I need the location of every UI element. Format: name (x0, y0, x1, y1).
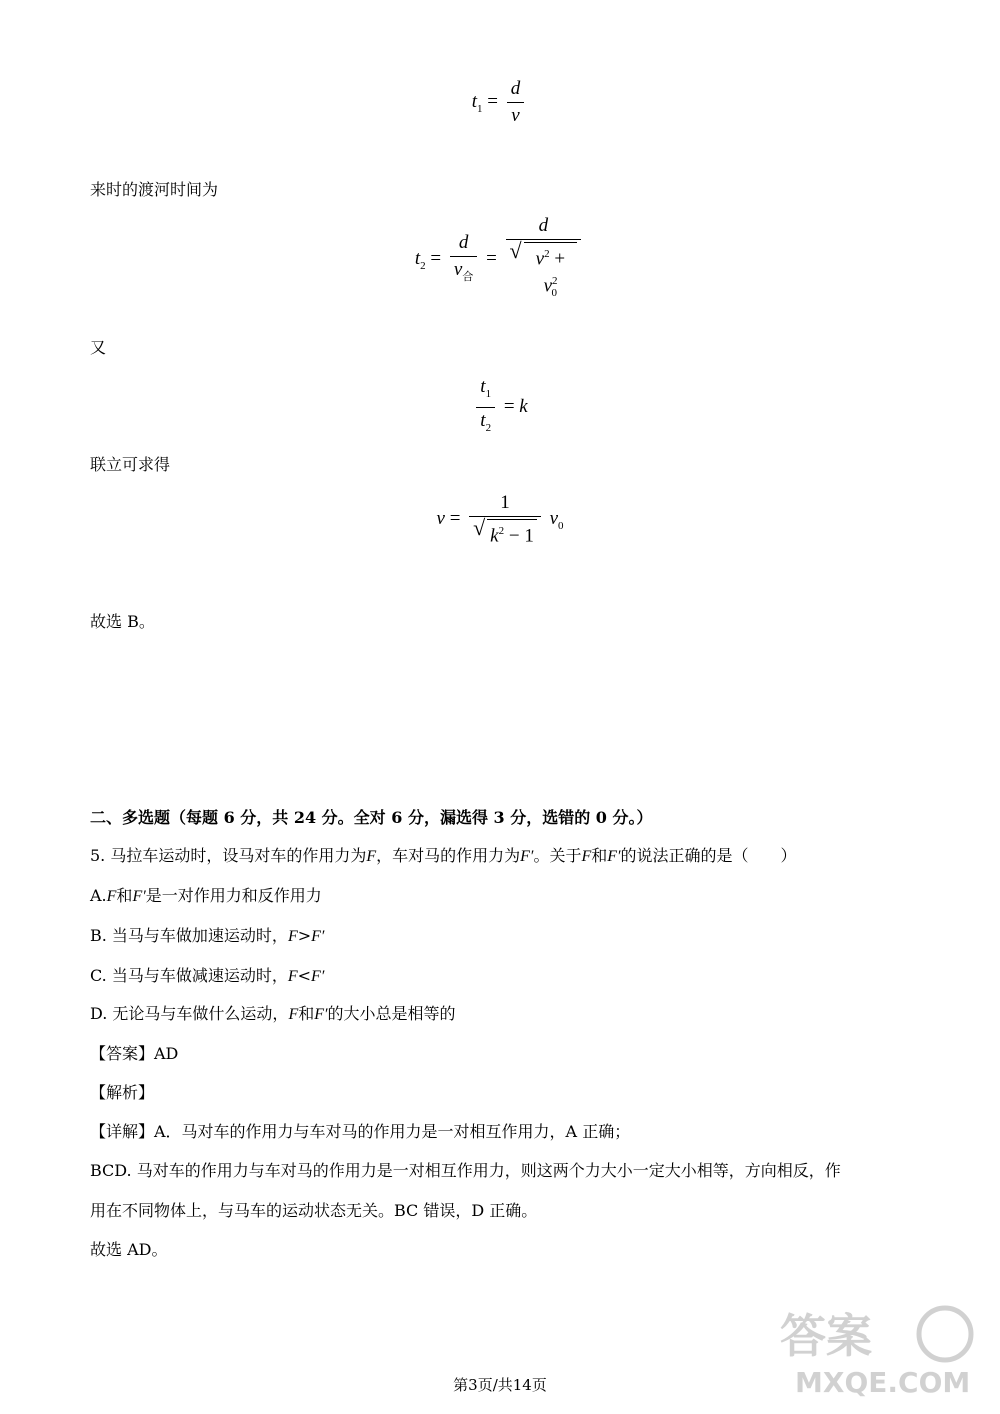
text-answer-ad: 故选 AD。 (90, 1240, 168, 1259)
text-t2-intro: 来时的渡河时间为 (90, 180, 219, 199)
watermark-top: 答案 (780, 1309, 872, 1363)
text-you: 又 (90, 338, 107, 357)
detail-line-3: 用在不同物体上，与马车的运动状态无关。BC 错误，D 正确。 (90, 1201, 538, 1220)
equation-t2: $t_2$ = $\frac{d}{v_合}$ = d √ $v^2 + v^2_0$ (0, 215, 1000, 304)
option-b: B. 当马与车做加速运动时，F>F′ (90, 926, 325, 945)
section-two-title: 二、多选题（每题 6 分，共 24 分。全对 6 分，漏选得 3 分，选错的 0 分。） (90, 808, 653, 827)
detail-line-2: BCD. 马对车的作用力与车对马的作用力是一对相互作用力，则这两个力大小一定大小相等，方向相反，作 (90, 1161, 841, 1180)
option-a: A.F和F′是一对作用力和反作用力 (90, 886, 322, 905)
question-5: 5. 马拉车运动时，设马对车的作用力为F，车对马的作用力为F′。关于F和F′的说法正确的是（ ） (90, 846, 797, 865)
equation-v: v = 1 √ $k^2 - 1$ $v_0$ (436, 492, 564, 547)
equation-ratio: $\frac{t_1}{t_2}$ = k (0, 376, 1000, 439)
option-d: D. 无论马与车做什么运动，F和F′的大小总是相等的 (90, 1004, 456, 1023)
page-footer: 第3页/共14页 (453, 1376, 547, 1394)
watermark-bottom: MXQE.COM (795, 1366, 971, 1399)
option-c: C. 当马与车做减速运动时，F<F′ (90, 966, 325, 985)
answer-label: 【答案】AD (90, 1044, 179, 1063)
text-combine: 联立可求得 (90, 455, 171, 474)
sqrt-sign: √ $k^2 - 1$ (473, 519, 537, 547)
text-answer-b: 故选 B。 (90, 612, 155, 631)
sqrt-sign: √ $v^2 + v^2_0$ (510, 242, 578, 304)
equation-t1: $t_1$ = $\frac{d}{v}$ (0, 78, 1000, 127)
detail-line-1: 【详解】A．马对车的作用力与车对马的作用力是一对相互作用力，A 正确； (90, 1122, 631, 1141)
analysis-label: 【解析】 (90, 1083, 155, 1102)
